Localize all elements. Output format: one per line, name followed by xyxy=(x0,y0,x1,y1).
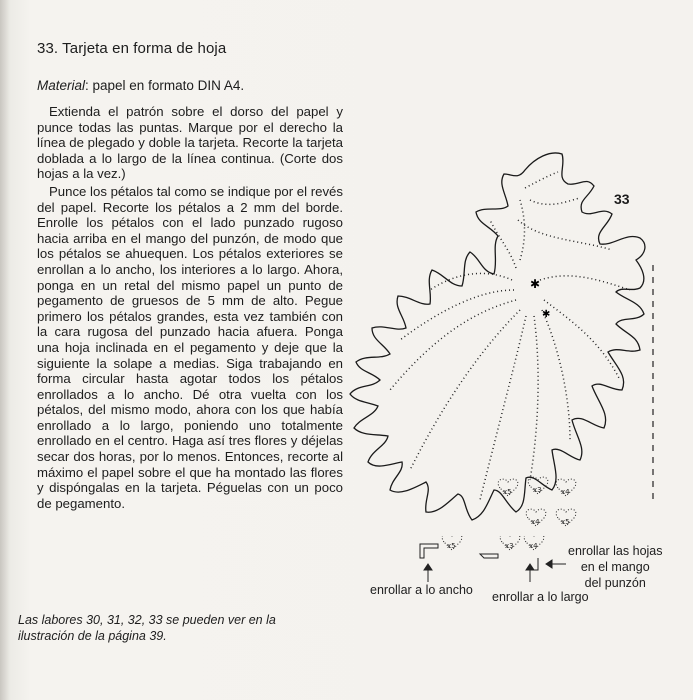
page-title: 33. Tarjeta en forma de hoja xyxy=(37,40,227,57)
leaf-dotted-contour xyxy=(390,172,630,500)
label-roll-length: enrollar a lo largo xyxy=(492,590,589,604)
label-roll-leaves-line: del punzón xyxy=(584,576,646,590)
legend-count: x5 xyxy=(447,542,456,550)
illustration-caption: Las labores 30, 31, 32, 33 se pueden ver en la ilustración de la página 39. xyxy=(18,613,276,643)
petal-count: x4 xyxy=(531,518,540,526)
petal-count: x5 xyxy=(561,518,570,526)
label-roll-leaves-line: en el mango xyxy=(580,560,650,574)
material-line xyxy=(37,78,244,93)
paragraph-2: Punce los pétalos tal como se indique por el revés del papel. Recorte los pétalos a 2 mm del borde. Enrolle los pétalos con el lado punzado rugoso hacia arriba en el mango del punzón, de modo que los pétalos se ahuequen. Los pétalos exteriores se enrollan a lo ancho, los interiores a lo largo. Ahora, ponga en un retal del mismo papel un punto de pegamento de gruesos de 5 mm de alto. Pegue primero los pétalos grandes, esta vez también con la cara rugosa del punzado hacia afuera. Ponga una hoja inclinada en el pegamento y deje que la siguiente la solape a medias. Siga trabajando en forma circular hasta agotar todos los pétalos enrollados a lo ancho. Dé otra vuelta con los pétalos, del mismo modo, ahora con los que había enrollado a lo largo, poniendo uno totalmente enrollado en el centro. Haga así tres flores y déjelas secar dos horas, por lo menos. Entonces, recorte al máximo el papel sobre el que ha montado las flores y dispóngalas en la tarjeta. Péguelas con un poco de pegamento. xyxy=(37,183,343,511)
material-text: : papel en formato DIN A4. xyxy=(85,78,245,93)
paragraph-1: Extienda el patrón sobre el dorso del papel y punce todas las puntas. Marque por el derecho la línea de plegado y doble la tarjeta. Recorte la tarjeta doblada a lo largo de la línea continua. (Corte dos hojas a la vez.) xyxy=(37,104,343,182)
star-marker: ✱ xyxy=(542,309,551,320)
label-roll-leaves-line: enrollar las hojas xyxy=(568,544,663,558)
star-marker: ✱ xyxy=(530,277,541,291)
label-roll-leaves xyxy=(568,543,663,591)
label-roll-width: enrollar a lo ancho xyxy=(370,583,473,597)
petal-count: x4 xyxy=(561,488,570,496)
material-label: Material xyxy=(37,78,86,93)
petal-group xyxy=(498,477,576,526)
leaf-pattern-figure xyxy=(330,140,670,540)
legend-count: x3 xyxy=(505,542,514,550)
instructions-text xyxy=(37,104,343,511)
leaf-outline xyxy=(350,153,645,520)
figure-number: 33 xyxy=(614,191,630,207)
petal-count: x5 xyxy=(503,488,512,496)
legend-count: x4 xyxy=(529,542,538,550)
rolling-legend xyxy=(418,536,568,586)
petal-count: x3 xyxy=(533,486,542,494)
